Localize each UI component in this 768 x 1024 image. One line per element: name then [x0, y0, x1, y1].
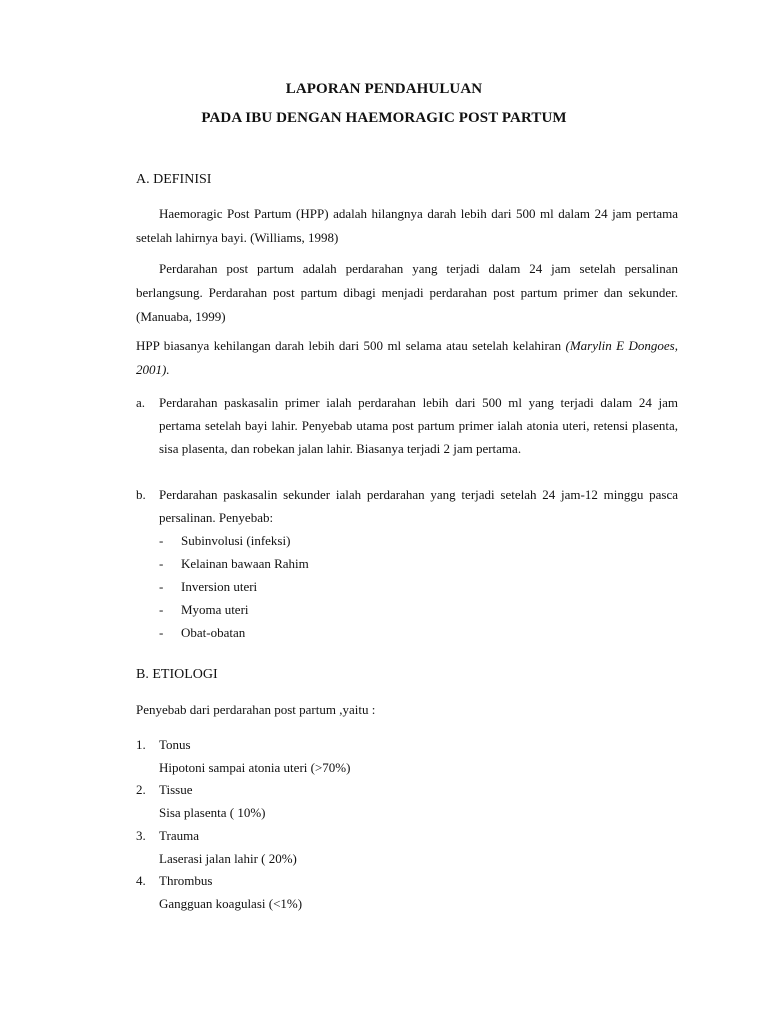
cause-text: Myoma uteri: [181, 602, 249, 617]
document-title-line2: PADA IBU DENGAN HAEMORAGIC POST PARTUM: [201, 110, 567, 126]
definition-paragraph-3-citation: (Marylin E Dongoes, 2001).: [136, 338, 678, 377]
cause-item: [159, 575, 257, 598]
cause-text: Kelainan bawaan Rahim: [181, 556, 309, 571]
cause-item: [159, 621, 245, 644]
number-marker: 2.: [136, 782, 146, 797]
definition-paragraph-3: [136, 334, 678, 382]
cause-item: [159, 598, 249, 621]
etiology-item-title: Thrombus: [159, 873, 213, 888]
dash-marker: -: [159, 556, 164, 571]
list-marker: b.: [136, 487, 146, 502]
cause-item: [159, 552, 309, 575]
dash-marker: -: [159, 533, 164, 548]
list-item-primary: [136, 391, 678, 460]
number-marker: 3.: [136, 828, 146, 843]
definition-paragraph-3-text: HPP biasanya kehilangan darah lebih dari 500 ml selama atau setelah kelahiran: [136, 338, 566, 353]
cause-text: Obat-obatan: [181, 625, 246, 640]
definition-paragraph-1: [136, 202, 678, 250]
dash-marker: -: [159, 579, 164, 594]
etiology-item-detail: Sisa plasenta ( 10%): [159, 805, 266, 820]
definition-paragraph-1-text: Haemoragic Post Partum (HPP) adalah hilangnya darah lebih dari 500 ml dalam 24 jam pertama setelah lahirnya bayi. (Williams, 1998): [136, 206, 678, 245]
definition-paragraph-2-text: Perdarahan post partum adalah perdarahan yang terjadi dalam 24 jam setelah persalinan berlangsung. Perdarahan post partum dibagi menjadi perdarahan post partum primer dan sekunder. (Manuaba, 1999): [136, 261, 678, 324]
dash-marker: -: [159, 602, 164, 617]
etiology-item-detail: Gangguan koagulasi (<1%): [159, 896, 303, 911]
section-b-heading: B. ETIOLOGI: [136, 667, 218, 682]
list-item-text: Perdarahan paskasalin primer ialah perdarahan lebih dari 500 ml yang terjadi dalam 24 jam pertama setelah bayi lahir. Penyebab utama post partum primer ialah atonia uteri, retensi plasenta, sisa plasenta, dan robekan jalan lahir. Biasanya terjadi 2 jam pertama.: [159, 395, 678, 456]
list-marker: a.: [136, 395, 146, 410]
etiology-item-detail: Hipotoni sampai atonia uteri (>70%): [159, 760, 351, 775]
etiology-item-title: Trauma: [159, 828, 199, 843]
list-item-text: Perdarahan paskasalin sekunder ialah perdarahan yang terjadi setelah 24 jam-12 minggu pasca persalinan. Penyebab:: [159, 487, 678, 525]
dash-marker: -: [159, 625, 164, 640]
etiology-item: [136, 778, 192, 801]
etiology-item: [136, 824, 199, 847]
definition-paragraph-2: [136, 257, 678, 329]
etiology-item: [136, 869, 212, 892]
etiology-item-detail: Laserasi jalan lahir ( 20%): [159, 851, 297, 866]
cause-item: [159, 529, 290, 552]
section-a-heading: A. DEFINISI: [136, 172, 212, 187]
number-marker: 1.: [136, 737, 146, 752]
number-marker: 4.: [136, 873, 146, 888]
etiology-item-title: Tissue: [159, 782, 193, 797]
cause-text: Subinvolusi (infeksi): [181, 533, 291, 548]
etiology-intro: Penyebab dari perdarahan post partum ,yaitu :: [136, 702, 376, 717]
etiology-item: [136, 733, 191, 756]
document-title-line1: LAPORAN PENDAHULUAN: [285, 81, 483, 97]
etiology-item-title: Tonus: [159, 737, 191, 752]
cause-text: Inversion uteri: [181, 579, 258, 594]
list-item-secondary: [136, 483, 678, 529]
